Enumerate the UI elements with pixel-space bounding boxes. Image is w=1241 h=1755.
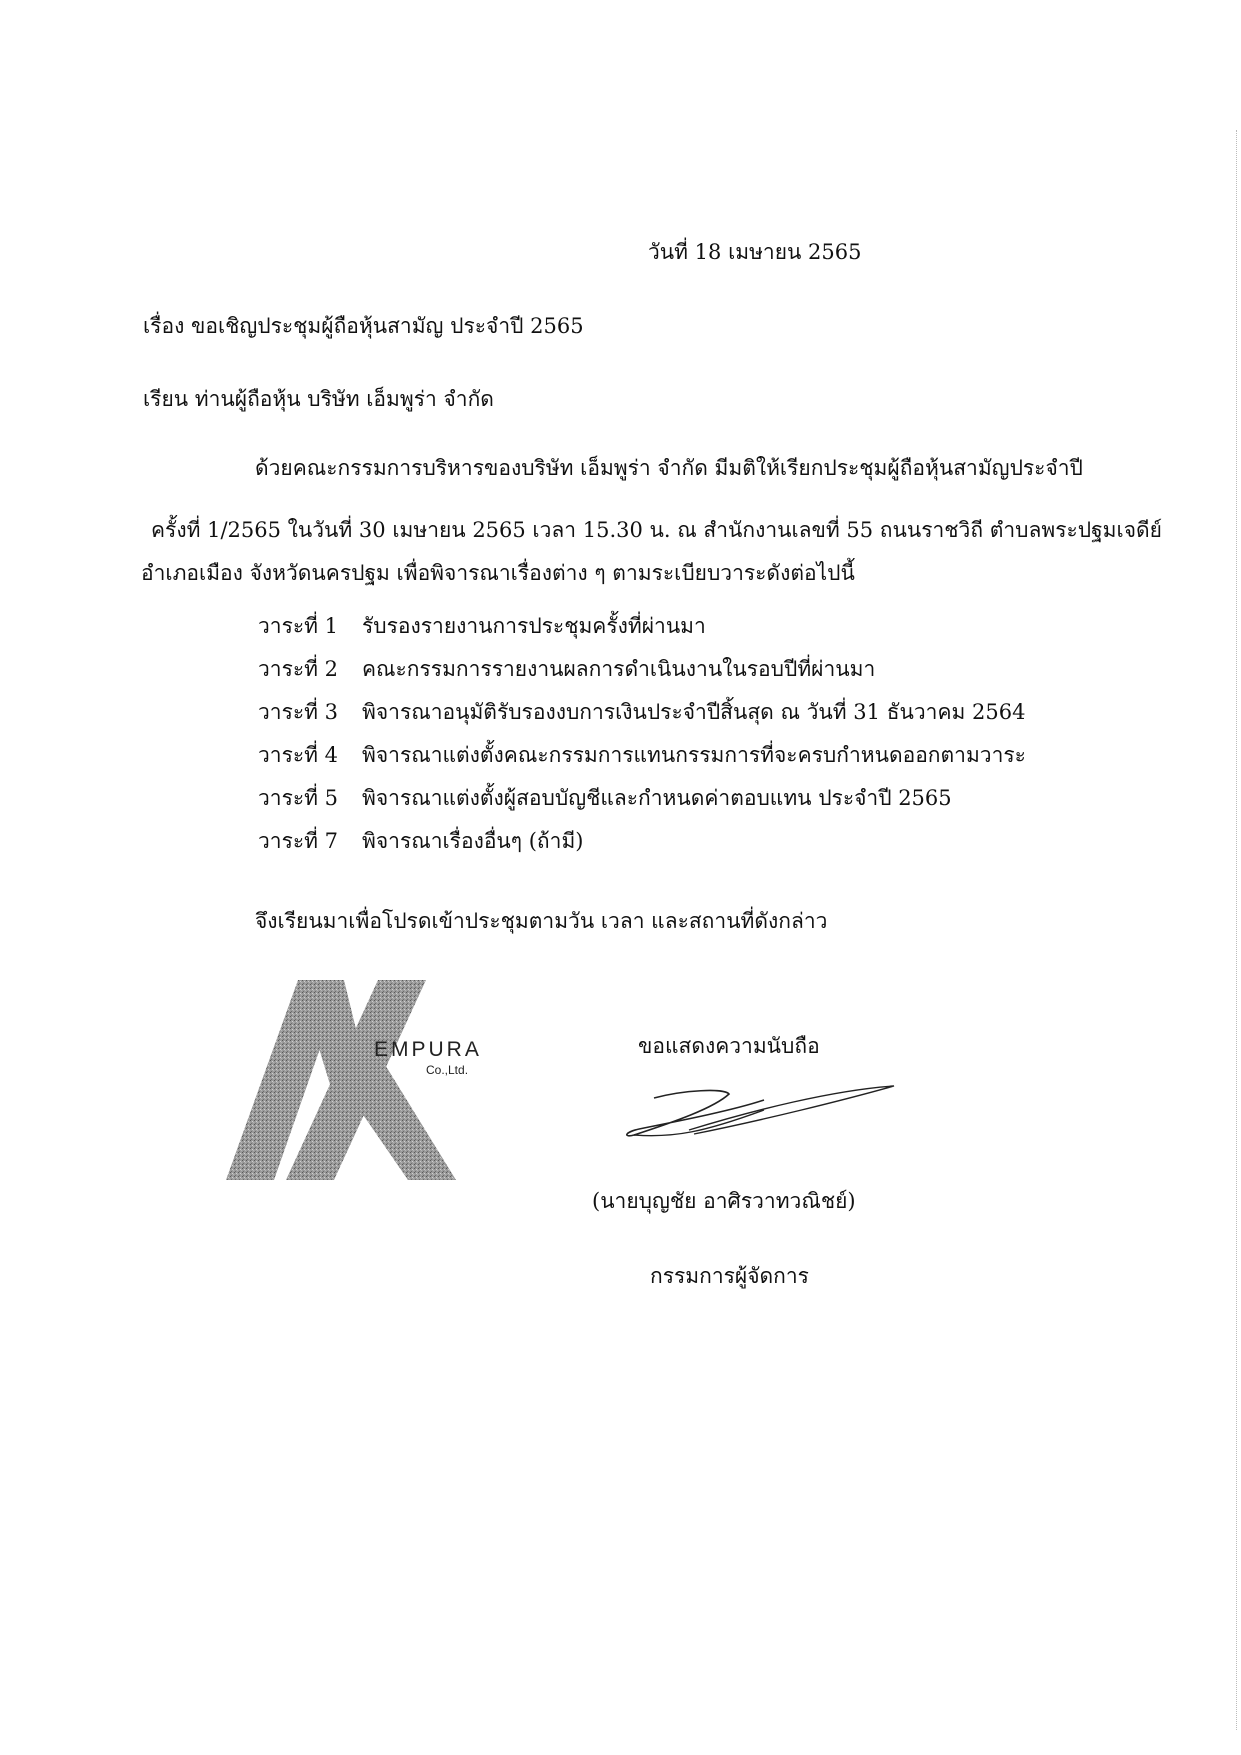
- agenda-number: วาระที่ 3: [258, 700, 339, 724]
- agenda-number: วาระที่ 1: [258, 614, 339, 638]
- agenda-item: [258, 825, 1026, 868]
- agenda-number: วาระที่ 4: [258, 743, 339, 767]
- scan-edge: [1234, 130, 1237, 1730]
- logo-brand-text: EMPURA: [374, 1038, 482, 1061]
- letter-salutation: เรียน ท่านผู้ถือหุ้น บริษัท เอ็มพูร่า จำกัด: [143, 387, 494, 411]
- agenda-text: พิจารณาอนุมัติรับรองงบการเงินประจำปีสิ้นสุด ณ วันที่ 31 ธันวาคม 2564: [362, 700, 1026, 724]
- agenda-item: [258, 696, 1026, 739]
- agenda-list: [258, 610, 1026, 868]
- signatory-position: กรรมการผู้จัดการ: [650, 1264, 809, 1288]
- signatory-name: (นายบุญชัย อาศิรวาทวณิชย์): [592, 1189, 856, 1213]
- agenda-text: พิจารณาแต่งตั้งผู้สอบบัญชีและกำหนดค่าตอบแทน ประจำปี 2565: [362, 786, 952, 810]
- agenda-number: วาระที่ 2: [258, 657, 339, 681]
- agenda-text: รับรองรายงานการประชุมครั้งที่ผ่านมา: [362, 614, 706, 638]
- agenda-text: พิจารณาแต่งตั้งคณะกรรมการแทนกรรมการที่จะครบกำหนดออกตามวาระ: [362, 743, 1026, 767]
- agenda-number: วาระที่ 5: [258, 786, 339, 810]
- agenda-item: [258, 782, 1026, 825]
- letter-subject: เรื่อง ขอเชิญประชุมผู้ถือหุ้นสามัญ ประจำปี 2565: [143, 314, 584, 338]
- signature-image: [614, 1080, 904, 1150]
- regards-line: ขอแสดงความนับถือ: [638, 1034, 820, 1058]
- agenda-text: พิจารณาเรื่องอื่นๆ (ถ้ามี): [362, 829, 584, 853]
- agenda-item: [258, 653, 1026, 696]
- body-line-1: ด้วยคณะกรรมการบริหารของบริษัท เอ็มพูร่า จำกัด มีมติให้เรียกประชุมผู้ถือหุ้นสามัญประจำปี: [255, 456, 1083, 480]
- body-line-3: อำเภอเมือง จังหวัดนครปฐม เพื่อพิจารณาเรื่องต่าง ๆ ตามระเบียบวาระดังต่อไปนี้: [141, 561, 855, 585]
- body-line-2: ครั้งที่ 1/2565 ในวันที่ 30 เมษายน 2565 เวลา 15.30 น. ณ สำนักงานเลขที่ 55 ถนนราชวิถี ตำบลพระปฐมเจดีย์: [151, 518, 1162, 542]
- logo-suffix-text: Co.,Ltd.: [426, 1063, 469, 1077]
- closing-line: จึงเรียนมาเพื่อโปรดเข้าประชุมตามวัน เวลา และสถานที่ดังกล่าว: [255, 909, 828, 933]
- agenda-item: [258, 610, 1026, 653]
- empura-logo: [226, 980, 556, 1180]
- agenda-number: วาระที่ 7: [258, 829, 339, 853]
- agenda-text: คณะกรรมการรายงานผลการดำเนินงานในรอบปีที่ผ่านมา: [362, 657, 876, 681]
- agenda-item: [258, 739, 1026, 782]
- letter-date: วันที่ 18 เมษายน 2565: [648, 240, 862, 264]
